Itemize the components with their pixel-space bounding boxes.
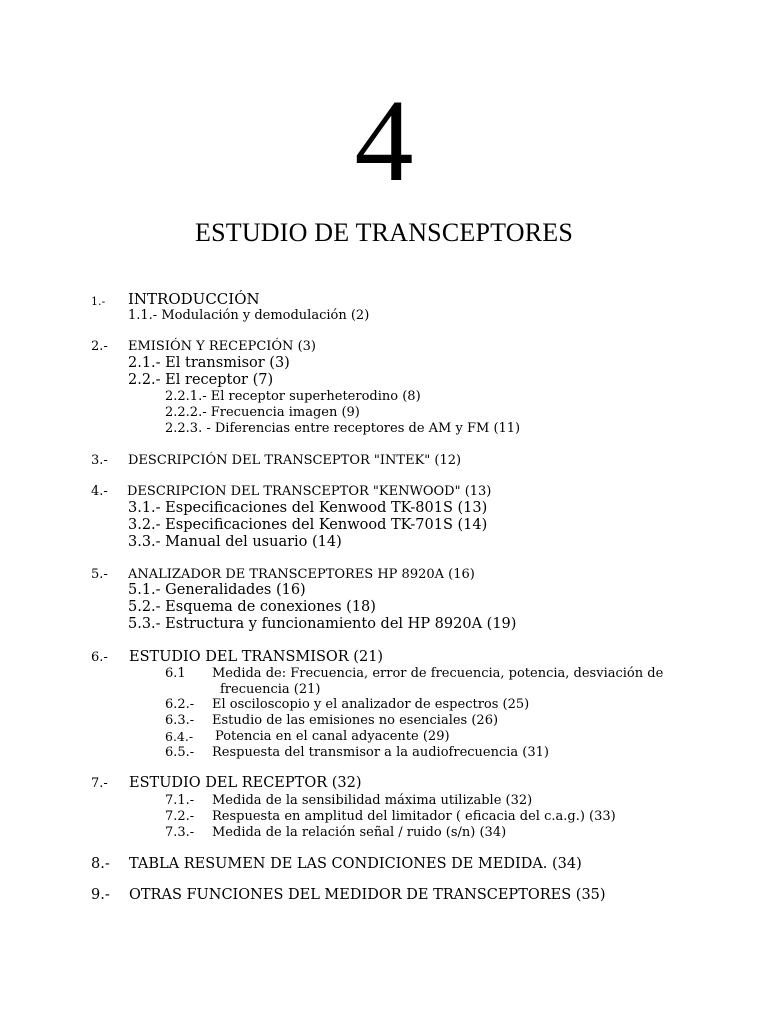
toc-title: Respuesta en amplitud del limitador ( eficacia del c.a.g.) (33) [212, 809, 616, 824]
toc-number: 3.- [91, 453, 108, 468]
toc-number: 6.1 [165, 666, 186, 681]
toc-number: 2.- [91, 339, 108, 354]
toc-title: Medida de la sensibilidad máxima utilizable (32) [212, 793, 533, 808]
toc-number: 6.3.- [165, 713, 195, 728]
toc-number: 6.- [91, 650, 108, 665]
toc-number: 7.3.- [165, 825, 195, 840]
toc-title: Medida de: Frecuencia, error de frecuencia, potencia, desviación de [212, 666, 664, 681]
toc-title: El osciloscopio y el analizador de espectros (25) [212, 697, 530, 712]
toc-title: 2.2.1.- El receptor superheterodino (8) [165, 389, 421, 404]
toc-number: 6.5.- [165, 745, 195, 760]
toc-number: 7.1.- [165, 793, 195, 808]
toc-title: DESCRIPCIÓN DEL TRANSCEPTOR "INTEK" (12) [128, 453, 462, 468]
toc-title: ESTUDIO DEL TRANSMISOR (21) [129, 649, 384, 665]
toc-title: DESCRIPCION DEL TRANSCEPTOR "KENWOOD" (13) [127, 484, 492, 499]
toc-number: 7.2.- [165, 809, 195, 824]
toc-title: ESTUDIO DEL RECEPTOR (32) [129, 775, 362, 791]
toc-number: 8.- [91, 856, 110, 872]
toc-title: ANALIZADOR DE TRANSCEPTORES HP 8920A (16) [128, 567, 475, 582]
toc-title: Respuesta del transmisor a la audiofrecuencia (31) [212, 745, 549, 760]
toc-number: 6.4.- [165, 729, 194, 744]
toc-title: 5.3.- Estructura y funcionamiento del HP 8920A (19) [128, 616, 517, 632]
toc-number: 6.2.- [165, 697, 195, 712]
toc-number: 4.- [91, 484, 108, 499]
toc-title: Potencia en el canal adyacente (29) [215, 729, 450, 744]
toc-title: 2.2.3. - Diferencias entre receptores de AM y FM (11) [165, 421, 521, 436]
toc-title: 5.2.- Esquema de conexiones (18) [128, 599, 376, 615]
toc-title: 2.2.- El receptor (7) [128, 372, 274, 388]
toc-title: OTRAS FUNCIONES DEL MEDIDOR DE TRANSCEPTORES (35) [129, 887, 606, 903]
toc-title: 5.1.- Generalidades (16) [128, 582, 306, 598]
toc-number: 9.- [91, 887, 110, 903]
toc-title: EMISIÓN Y RECEPCIÓN (3) [128, 339, 316, 354]
toc-title: Estudio de las emisiones no esenciales (26) [212, 713, 499, 728]
chapter-number: 4 [354, 75, 414, 206]
chapter-title: ESTUDIO DE TRANSCEPTORES [195, 218, 573, 247]
toc-number: 7.- [91, 776, 108, 791]
toc-title-continuation: frecuencia (21) [220, 682, 321, 697]
toc-title: 2.2.2.- Frecuencia imagen (9) [165, 405, 360, 420]
toc-title: 3.2.- Especificaciones del Kenwood TK-701S (14) [128, 517, 488, 533]
toc-title: Medida de la relación señal / ruido (s/n) (34) [212, 825, 507, 840]
toc-title: 2.1.- El transmisor (3) [128, 355, 290, 371]
toc-title: TABLA RESUMEN DE LAS CONDICIONES DE MEDIDA. (34) [129, 856, 582, 872]
toc-title: 3.3.- Manual del usuario (14) [128, 534, 342, 550]
toc-title: 1.1.- Modulación y demodulación (2) [128, 308, 370, 323]
toc-number: 1.- [91, 295, 106, 308]
toc-title: INTRODUCCIÓN [128, 290, 260, 308]
toc-title: 3.1.- Especificaciones del Kenwood TK-801S (13) [128, 500, 488, 516]
toc-number: 5.- [91, 567, 108, 582]
